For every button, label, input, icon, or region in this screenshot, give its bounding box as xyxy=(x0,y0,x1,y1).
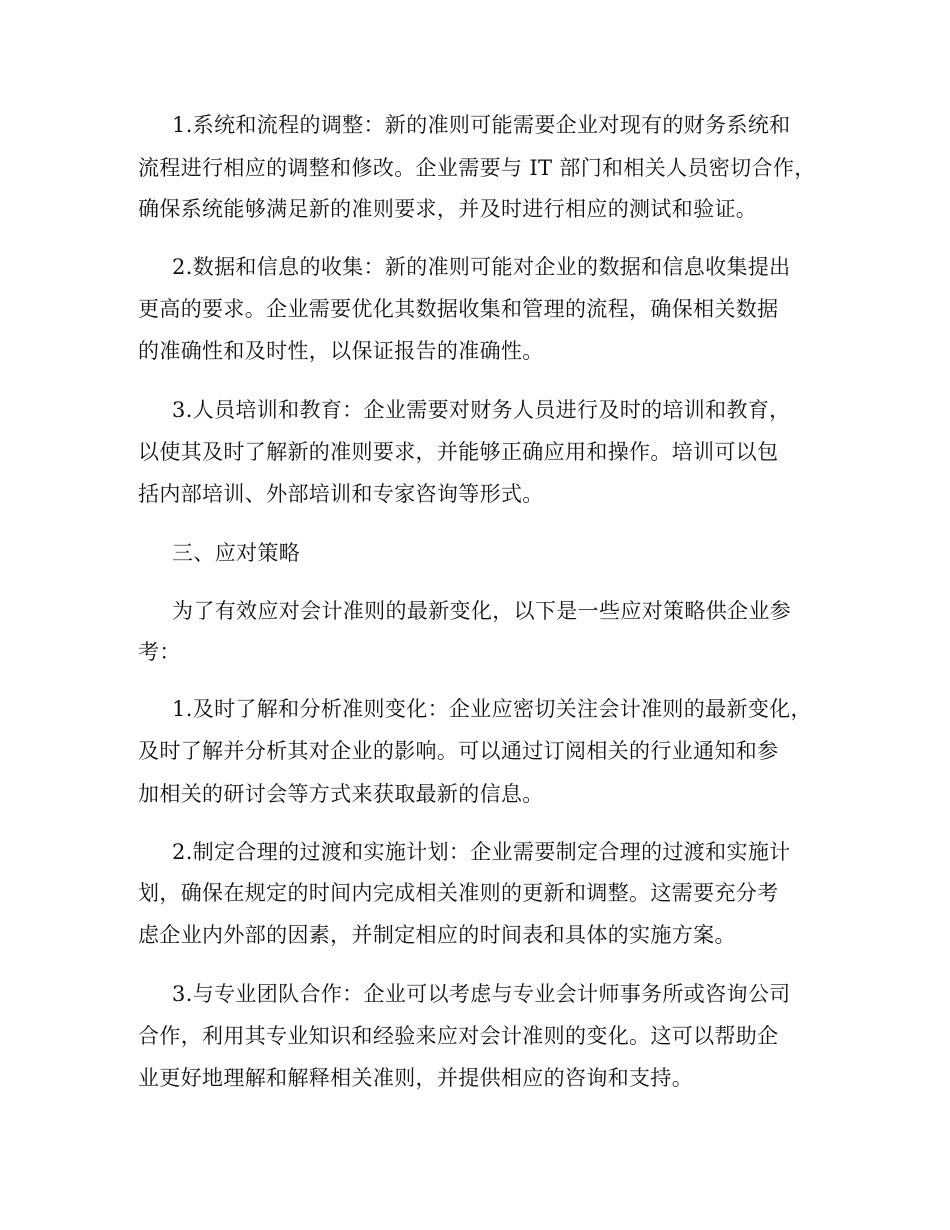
paragraph-line: 虑企业内外部的因素，并制定相应的时间表和具体的实施方案。 xyxy=(138,923,736,947)
paragraph-line: 3.人员培训和教育：企业需要对财务人员进行及时的培训和教育， xyxy=(172,398,791,422)
paragraph-line: 1.系统和流程的调整：新的准则可能需要企业对现有的财务系统和 xyxy=(172,113,791,137)
paragraph-line: 以使其及时了解新的准则要求，并能够正确应用和操作。培训可以包 xyxy=(138,440,779,464)
section-heading: 三、应对策略 xyxy=(172,541,301,565)
paragraph-line: 2.数据和信息的收集：新的准则可能对企业的数据和信息收集提出 xyxy=(172,255,791,279)
paragraph-line: 的准确性和及时性，以保证报告的准确性。 xyxy=(138,339,544,363)
paragraph-line: 更高的要求。企业需要优化其数据收集和管理的流程，确保相关数据 xyxy=(138,297,779,321)
paragraph-line: 为了有效应对会计准则的最新变化，以下是一些应对策略供企业参 xyxy=(172,599,792,623)
paragraph-line: 加相关的研讨会等方式来获取最新的信息。 xyxy=(138,782,544,806)
paragraph-line: 考： xyxy=(138,640,181,664)
paragraph-line: 及时了解并分析其对企业的影响。可以通过订阅相关的行业通知和参 xyxy=(138,739,779,763)
paragraph-line: 合作，利用其专业知识和经验来应对会计准则的变化。这可以帮助企 xyxy=(138,1024,779,1048)
paragraph-line: 流程进行相应的调整和修改。企业需要与 IT 部门和相关人员密切合作， xyxy=(138,156,816,180)
paragraph-line: 确保系统能够满足新的准则要求，并及时进行相应的测试和验证。 xyxy=(138,197,758,221)
paragraph-line: 业更好地理解和解释相关准则，并提供相应的咨询和支持。 xyxy=(138,1066,694,1090)
paragraph-line: 2.制定合理的过渡和实施计划：企业需要制定合理的过渡和实施计 xyxy=(172,840,791,864)
paragraph-line: 括内部培训、外部培训和专家咨询等形式。 xyxy=(138,482,544,506)
paragraph-line: 划，确保在规定的时间内完成相关准则的更新和调整。这需要充分考 xyxy=(138,881,779,905)
paragraph-line: 3.与专业团队合作：企业可以考虑与专业会计师事务所或咨询公司 xyxy=(172,982,791,1006)
paragraph-line: 1.及时了解和分析准则变化：企业应密切关注会计准则的最新变化， xyxy=(172,697,812,721)
